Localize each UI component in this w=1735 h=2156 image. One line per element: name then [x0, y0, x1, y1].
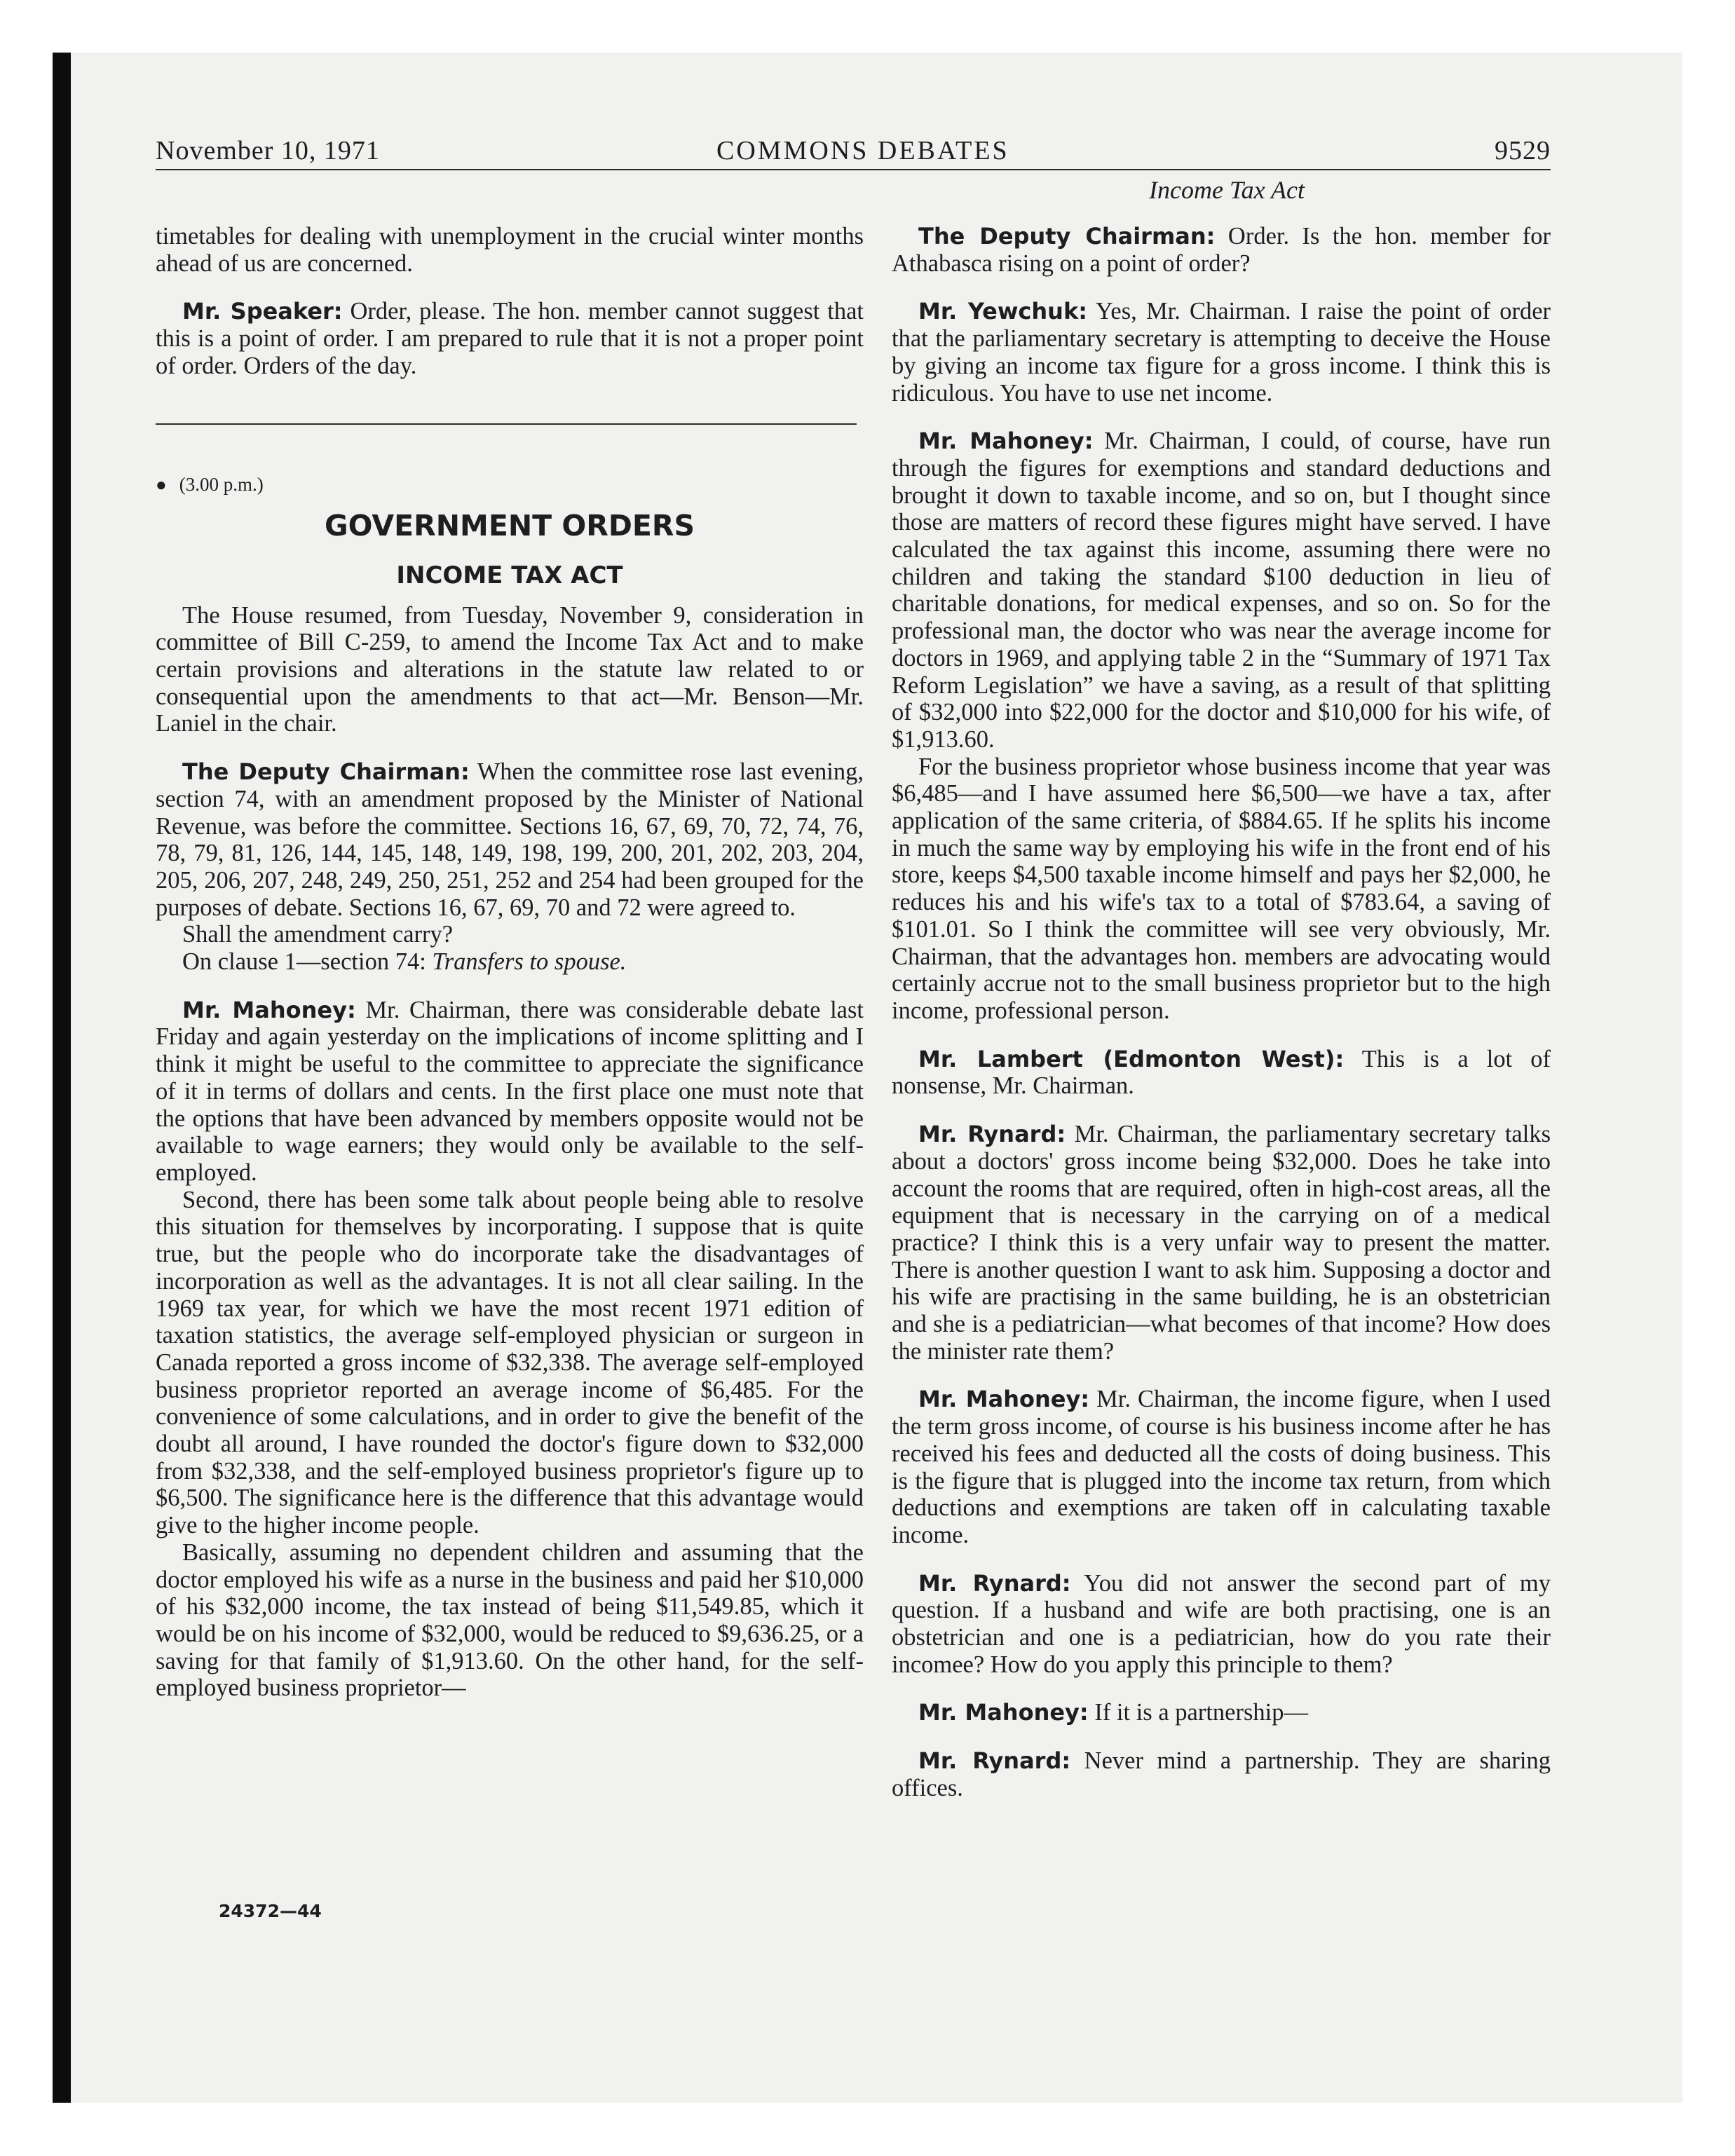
header-date: November 10, 1971 [156, 136, 380, 165]
header-title: COMMONS DEBATES [716, 136, 1009, 165]
speech-mahoney [892, 1699, 1551, 1726]
paragraph-clause [156, 948, 864, 976]
speech-text: Mr. Chairman, there was considerable debate last Friday and again yesterday on the implications of income splitting and I think it might be useful to the committee to appreciate the significance of it in terms of dollars and cents. In the first place one must note that the options that have been advanced by members opposite would not be available to wage earners; they would only be available to the self-employed. [156, 996, 864, 1186]
speech-lambert [892, 1046, 1551, 1100]
speech-speaker [156, 298, 864, 379]
speaker-name: Mr. Mahoney: [918, 1386, 1090, 1413]
speaker-name: Mr. Mahoney: [182, 996, 356, 1023]
speech-mahoney [156, 997, 864, 1187]
paragraph: Basically, assuming no dependent children and assuming that the doctor employed his wife as a nurse in the business and paid her $10,000 of his $32,000 income, the tax instead of being $11,549.85, which it would be on his income of $32,000, would be reduced to $9,636.25, or a saving for that family of $1,913.60. On the other hand, for the self-employed business proprietor— [156, 1538, 864, 1702]
speaker-name: Mr. Mahoney: [918, 1699, 1089, 1726]
speaker-name: Mr. Rynard: [918, 1121, 1066, 1148]
speech-rynard [892, 1570, 1551, 1679]
clause-title: Transfers to spouse. [432, 948, 627, 976]
running-head: Income Tax Act [1149, 176, 1305, 204]
binding-edge [53, 53, 71, 2103]
speaker-name: Mr. Speaker: [182, 298, 343, 325]
subsection-heading: INCOME TAX ACT [396, 561, 623, 589]
speech-deputy-chairman [156, 758, 864, 921]
section-divider [156, 423, 857, 425]
speech-text: Order, please. The hon. member cannot suggest that this is a point of order. I am prepared to rule that it is not a proper point of order. Orders of the day. [156, 298, 864, 379]
speech-text: Never mind a partnership. They are sharing offices. [892, 1747, 1551, 1801]
left-column [156, 223, 864, 1702]
print-code: 24372—44 [219, 1901, 322, 1921]
speaker-name: Mr. Rynard: [918, 1747, 1071, 1775]
speech-text: If it is a partnership— [1088, 1699, 1308, 1726]
speaker-name: Mr. Lambert (Edmonton West): [918, 1045, 1345, 1072]
paragraph: The House resumed, from Tuesday, November 9, consideration in committee of Bill C-259, to amend the Income Tax Act and to make certain provisions and alterations in the statute law related to or consequential upon the amendments to that act—Mr. Benson—Mr. Laniel in the chair. [156, 601, 864, 737]
speaker-name: Mr. Rynard: [918, 1569, 1071, 1597]
speech-text: You did not answer the second part of my question. If a husband and wife are both practising, one is an obstetrician and one is a pediatrician, how do you rate their incomee? How do you apply this principle to them? [892, 1569, 1551, 1678]
speech-rynard [892, 1121, 1551, 1365]
paragraph: For the business proprietor whose business income that year was $6,485—and I have assumed here $6,500—we have a tax, after application of the same criteria, of $884.65. If he splits his income in much the same way by employing his wife in the front end of his store, keeps $4,500 taxable income himself and pays her $2,000, he reduces his and his wife's tax to a total of $783.64, a saving of $101.01. So I think the committee will see very obviously, Mr. Chairman, that the advantages hon. members are advocating would certainly accrue not to the small business proprietor but to the high income, professional person. [892, 753, 1551, 1024]
speech-text: Yes, Mr. Chairman. I raise the point of order that the parliamentary secretary is attempting to deceive the House by giving an income tax figure for a gross income. I think this is ridiculous. You have to use net income. [892, 298, 1551, 407]
speech-mahoney [892, 1386, 1551, 1548]
speaker-name: The Deputy Chairman: [182, 758, 470, 786]
paragraph: Shall the amendment carry? [182, 921, 454, 948]
speaker-name: The Deputy Chairman: [918, 223, 1216, 250]
speech-deputy-chairman [892, 223, 1551, 277]
speech-text: Order. Is the hon. member for Athabasca rising on a point of order? [892, 223, 1551, 277]
time-marker [156, 471, 864, 499]
speaker-name: Mr. Mahoney: [918, 428, 1094, 455]
right-column [892, 223, 1551, 1802]
paragraph-continued: timetables for dealing with unemployment in the crucial winter months ahead of us are concerned. [156, 223, 864, 277]
bullet-icon: ● [156, 474, 167, 495]
speech-text: This is a lot of nonsense, Mr. Chairman. [892, 1045, 1551, 1100]
speech-text: Mr. Chairman, the income figure, when I used the term gross income, of course is his business income after he has received his fees and deducted all the costs of doing business. This is the figure that is plugged into the income tax return, from which deductions and exemptions are taken off in calculating taxable income. [892, 1386, 1551, 1548]
page-number: 9529 [1495, 136, 1551, 165]
page-header [156, 135, 1551, 170]
speech-text: Mr. Chairman, the parliamentary secretary talks about a doctors' gross income being $32,000. Does he take into account the rooms that are required, often in high-cost areas, all the equipment that is necessary in the carrying on of a medical practice? I think this is a very unfair way to present the matter. There is another question I want to ask him. Supposing a doctor and his wife are practising in the same building, he is an obstetrician and she is a pediatrician—what becomes of that income? How does the minister rate them? [892, 1121, 1551, 1365]
speech-rynard [892, 1747, 1551, 1801]
speech-yewchuk [892, 298, 1551, 407]
time-marker-text: (3.00 p.m.) [179, 473, 264, 495]
speech-text: Mr. Chairman, I could, of course, have run through the figures for exemptions and standard deductions and brought it down to taxable income, and so on, but I thought since those are matters of record these figures might have served. I have calculated the tax against this income, assuming there were no children and taking the standard $100 deduction in lieu of charitable donations, for medical expenses, and so on. So for the professional man, the doctor who was near the average income for doctors in 1969, and applying table 2 in the “Summary of 1971 Tax Reform Legislation” we have a saving, as a result of that splitting of $32,000 into $22,000 for the doctor and $10,000 for his wife, of $1,913.60. [892, 428, 1551, 753]
speech-mahoney [892, 428, 1551, 753]
section-heading: GOVERNMENT ORDERS [325, 509, 695, 543]
speaker-name: Mr. Yewchuk: [918, 298, 1088, 325]
speech-text: When the committee rose last evening, section 74, with an amendment proposed by the Minister of National Revenue, was before the committee. Sections 16, 67, 69, 70, 72, 74, 76, 78, 79, 81, 126, 144, 145, 148, 149, 198, 199, 200, 201, 202, 203, 204, 205, 206, 207, 248, 249, 250, 251, 252 and 254 had been grouped for the purposes of debate. Sections 16, 67, 69, 70 and 72 were agreed to. [156, 758, 864, 921]
paragraph: Second, there has been some talk about people being able to resolve this situation for themselves by incorporating. I suppose that is quite true, but the people who do incorporate take the disadvantages of incorporation as well as the advantages. It is not all clear sailing. In the 1969 tax year, for which we have the most recent 1971 edition of taxation statistics, the average self-employed physician or surgeon in Canada reported a gross income of $32,338. The average self-employed business proprietor reported an average income of $6,485. For the convenience of some calculations, and in order to give the benefit of the doubt all around, I have rounded the doctor's figure down to $32,000 from $32,338, and the self-employed business proprietor's figure up to $6,500. The significance here is the difference that this advantage would give to the higher income people. [156, 1186, 864, 1539]
clause-text: On clause 1—section 74: [182, 948, 433, 976]
